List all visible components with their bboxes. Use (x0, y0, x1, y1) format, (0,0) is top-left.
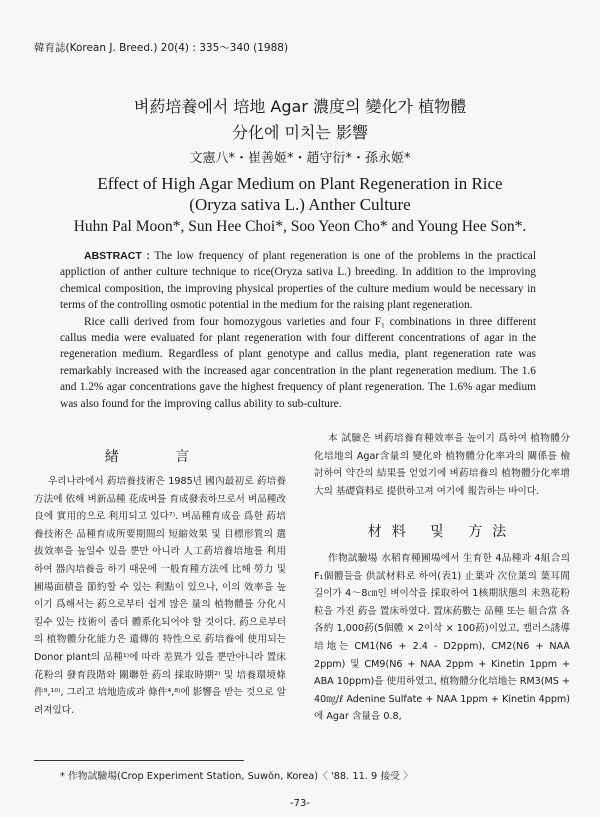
introduction-column (34, 473, 286, 719)
korean-authors: 文憲八*・崔善姬*・趙守衍*・孫永姬* (189, 151, 411, 166)
english-authors: Huhn Pal Moon*, Sun Hee Choi*, Soo Yeon Cho* and Young Hee Son*. (73, 218, 527, 235)
korean-title-line-1: 벼葯培養에서 培地 Agar 濃度의 變化가 植物體 (133, 97, 467, 116)
abstract-paragraph-1 (60, 248, 536, 314)
english-title-line-2: (Oryza sativa L.) Anther Culture (189, 195, 411, 214)
introduction-continued-paragraph: 本 試驗은 벼葯培養育種效率을 높이기 爲하여 植物體分化培地의 Agar含量의 變化와 植物體分化率과의 關係를 檢討하여 약간의 結果를 얻었기에 벼葯培養의 植物體分化率增大의 基礎資料로 提供하고져 여기에 報告하는 바이다. (314, 433, 570, 497)
korean-title-line-2: 分化에 미치는 影響 (232, 123, 368, 142)
methods-paragraph: 作物試驗場 水稻育種圃場에서 生育한 4品種과 4組合의 F₁個體들을 供試材料로 하여(表1) 止葉과 次位葉의 葉耳間 길이가 4～8㎝인 벼이삭을 採取하여 1核期狀態의 未熟花粉粒을 가진 葯을 置床하였다. 置床葯數는 品種 또는 組合當 各各約 1,000葯(5個體 × 2이삭 × 100葯)이었고, 캘러스誘導培地는 CM1(N6 + 2.4 - D2ppm), CM2(N6 + NAA 2ppm) 및 CM9(N6 + NAA 2ppm + Kinetin 1ppm + ABA 10ppm)을 使用하였고, 植物體分化培地는 RM3(MS + 40㎎/ℓ Adenine Sulfate + NAA 1ppm + Kinetin 4ppm)에 Agar 含量을 0.8, (314, 553, 570, 723)
abstract (60, 248, 536, 412)
methods-heading: 材料 및 方法 (367, 524, 517, 540)
right-column-intro (314, 430, 570, 500)
abstract-paragraph-2: Rice calli derived from four homozygous varieties and four F₁ combinations in three different callus media were evaluated for plant regeneration with four different concentrations of agar in the regeneration medium. Regardless of plant genotype and callus media, plant regeneration rate was remarkably increased with the increased agar concentration in the plant regeneration medium. The 1.6 and 1.2% agar concentrations gave the highest frequency of plant regeneration. The 1.6% agar medium was also found for the improving callus ability to sub-culture. (60, 315, 536, 410)
footnote: * 作物試驗場(Crop Experiment Station, Suwŏn, Korea)〈 '88. 11. 9 接受 〉 (60, 771, 413, 782)
abstract-text-1: The low frequency of plant regeneration is one of the problems in the practical appliction of anther culture technique to rice(Oryza sativa L.) breeding. In addition to the improving chemical composition, the improving physical properties of the culture medium would be necessary in terms of the controlling osmotic potential in the medium for the raising plant regeneration. (60, 250, 536, 312)
footnote-rule (34, 760, 244, 761)
journal-reference: 韓育誌(Korean J. Breed.) 20(4) : 335～340 (1988) (34, 42, 289, 54)
introduction-paragraph: 우리나라에서 葯培養技術은 1985년 國內最初로 葯培養方法에 依해 벼新品種 花成벼를 育成發表하므로서 벼品種改良에 實用的으로 利用되고 있다⁷⁾. 벼品種育成을 爲한 葯培養技術은 品種育成所要期間의 短縮效果 및 目標形質의 選拔效率을 높일수 있을 뿐만 아니라 人工葯培養培地를 利用하여 器內培養을 하기 때문에 一般育種方法에 比해 勞力 및 圃場面積을 節約할 수 있는 利點이 있으나, 이의 效率을 높이기 爲해서는 葯으로부터 쉽게 많은 量의 植物體를 分化시킬수 있는 技術이 좀더 體系化되어야 할 것이다. 葯으로부터의 植物體分化能力은 遺傳的 特性으로 葯培養에 使用되는 Donor plant의 品種¹⁾에 따라 差異가 있을 뿐만아니라 置床花粉의 發育段階와 關聯한 葯의 採取時期²⁾ 및 培養環境條件⁹,¹⁰⁾, 그리고 培地造成과 條件⁴,⁸⁾에 影響을 받는 것으로 알려져있다. (34, 476, 286, 716)
methods-column (314, 550, 570, 726)
page-number: -73- (290, 798, 310, 809)
introduction-heading: 緖 言 (104, 449, 216, 465)
english-title-line-1: Effect of High Agar Medium on Plant Regeneration in Rice (97, 174, 503, 193)
abstract-label: ABSTRACT : (84, 250, 150, 262)
